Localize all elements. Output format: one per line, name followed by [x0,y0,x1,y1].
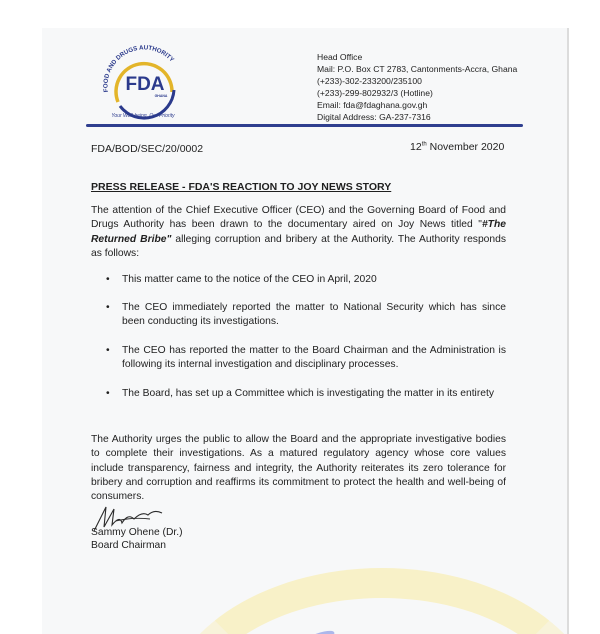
response-list [106,273,506,401]
watermark-arc-gold [162,568,569,634]
list-item: • The CEO immediately reported the matter to National Security which has since been conducting its investigations. [106,301,506,344]
intro-text-2: alleging corruption and bribery at the Authority. The Authority responds as follows: [91,233,507,259]
fda-logo [88,40,198,122]
date-rest: November 2020 [426,141,505,153]
mail-address: Mail: P.O. Box CT 2783, Cantonments-Accra, Ghana [317,64,518,74]
intro-text-1: The attention of the Chief Executive Officer (CEO) and the Governing Board of Food and Drugs Authority has been drawn to the documentary aired on Joy News titled " [91,205,506,231]
intro-paragraph [91,204,506,261]
logo-country: GHANA [154,94,168,98]
list-item: • The CEO has reported the matter to the Board Chairman and the Administration is following its internal investigation and disciplinary processes. [106,344,506,387]
list-item: • This matter came to the notice of the CEO in April, 2020 [106,273,506,301]
date-day: 12 [410,141,422,153]
logo-arc-text: FOOD AND DRUGS AUTHORITY [102,44,176,93]
logo-initials: FDA [125,74,165,95]
signatory-name: Sammy Ohene (Dr.) [91,527,183,538]
closing-paragraph: The Authority urges the public to allow the Board and the appropriate investigative bodies to complete their investigations. As a matured regulatory agency whose core values include transparency, fairness and integrity, the Authority reiterates its zero tolerance for bribery and corruption and reaffirms its commitment to protect the health and well-being of consumers. [91,434,506,503]
phone-main: (+233)-302-233200/235100 [317,76,422,86]
reference-number: FDA/BOD/SEC/20/0002 [91,143,204,155]
press-release-title: PRESS RELEASE - FDA'S REACTION TO JOY NEWS STORY [91,181,392,193]
digital-address: Digital Address: GA-237-7316 [317,112,431,122]
documentary-title: #The Returned Bribe" [91,219,506,245]
head-office-label: Head Office [317,52,363,62]
logo-tagline: Your Well-being, Our Priority [111,113,175,119]
signatory-block [91,526,183,552]
head-office-block [317,51,517,123]
phone-hotline: (+233)-299-802932/3 (Hotline) [317,88,433,98]
document-date [410,141,504,153]
header-divider [86,124,523,127]
date-suffix: th [421,141,427,148]
signatory-title: Board Chairman [91,540,166,551]
list-item: • The Board, has set up a Committee which is investigating the matter in its entirety [106,387,506,401]
email-address: Email: fda@fdaghana.gov.gh [317,100,428,110]
